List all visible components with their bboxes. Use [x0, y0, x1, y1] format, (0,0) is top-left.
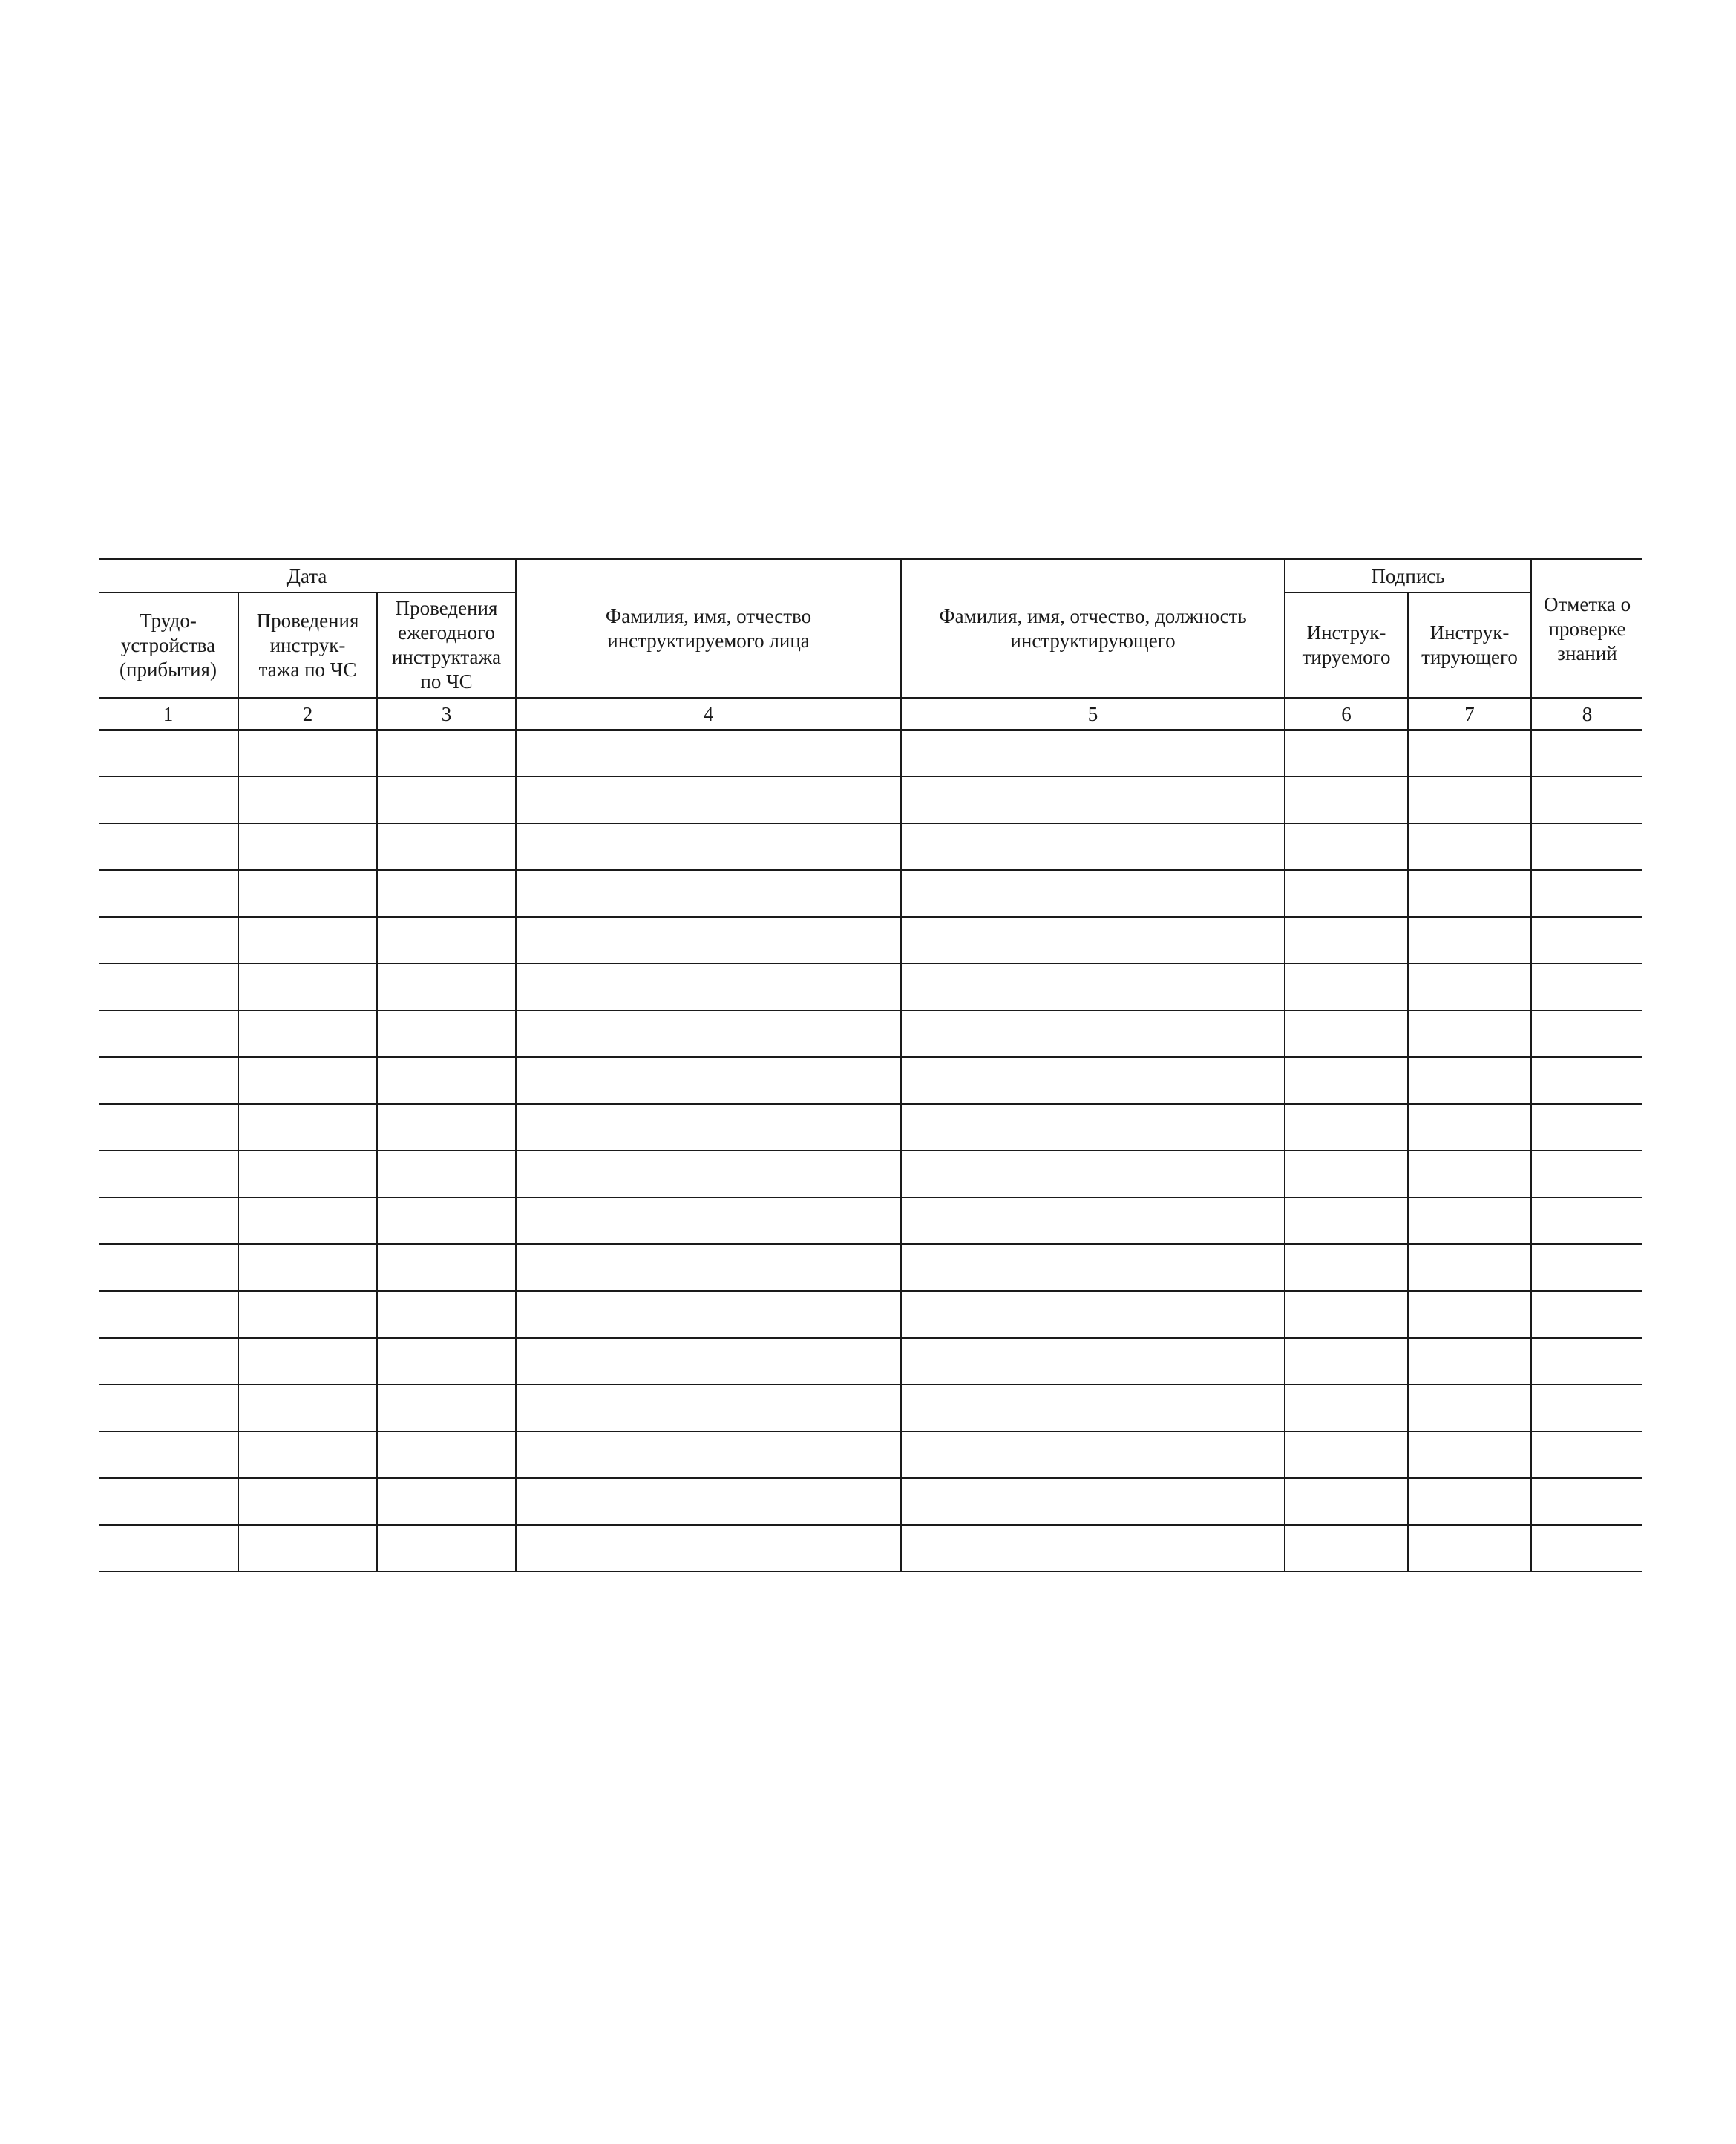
table-cell[interactable]	[99, 1244, 238, 1291]
table-cell[interactable]	[238, 964, 377, 1010]
table-cell[interactable]	[1408, 1291, 1531, 1338]
table-cell[interactable]	[1285, 1291, 1408, 1338]
table-cell[interactable]	[516, 917, 901, 964]
table-cell[interactable]	[901, 1431, 1285, 1478]
column-header-5: Фамилия, имя, отчество, должность инструктирующего	[901, 560, 1285, 699]
column-header-6: Инструк- тируемого	[1285, 592, 1408, 699]
table-cell[interactable]	[238, 870, 377, 917]
table-cell[interactable]	[1408, 1431, 1531, 1478]
table-cell[interactable]	[901, 1478, 1285, 1525]
table-cell[interactable]	[377, 1244, 516, 1291]
table-cell[interactable]	[1531, 1244, 1642, 1291]
table-cell[interactable]	[1408, 823, 1531, 870]
column-number: 7	[1408, 699, 1531, 731]
table-cell[interactable]	[1408, 1525, 1531, 1572]
table-cell[interactable]	[377, 1057, 516, 1104]
table-cell[interactable]	[1285, 1104, 1408, 1151]
journal-body	[99, 730, 1642, 1572]
table-cell[interactable]	[1285, 1478, 1408, 1525]
table-cell[interactable]	[99, 964, 238, 1010]
table-cell[interactable]	[99, 1104, 238, 1151]
instruction-journal-table	[99, 558, 1642, 1572]
table-cell[interactable]	[901, 1057, 1285, 1104]
table-cell[interactable]	[377, 1197, 516, 1244]
table-cell[interactable]	[1531, 1385, 1642, 1431]
table-cell[interactable]	[1408, 1151, 1531, 1197]
table-cell[interactable]	[1285, 730, 1408, 777]
table-cell[interactable]	[377, 777, 516, 823]
table-cell[interactable]	[238, 1151, 377, 1197]
table-cell[interactable]	[1531, 823, 1642, 870]
table-cell[interactable]	[1531, 1338, 1642, 1385]
table-cell[interactable]	[238, 917, 377, 964]
table-cell[interactable]	[1285, 1197, 1408, 1244]
table-cell[interactable]	[1531, 1197, 1642, 1244]
table-cell[interactable]	[901, 1104, 1285, 1151]
table-cell[interactable]	[377, 964, 516, 1010]
table-cell[interactable]	[99, 1197, 238, 1244]
column-number: 6	[1285, 699, 1408, 731]
table-cell[interactable]	[238, 1104, 377, 1151]
table-cell[interactable]	[1531, 1104, 1642, 1151]
table-cell[interactable]	[99, 1525, 238, 1572]
table-cell[interactable]	[516, 1338, 901, 1385]
column-header-1: Трудо- устройства (прибытия)	[99, 592, 238, 699]
column-number: 4	[516, 699, 901, 731]
table-cell[interactable]	[377, 730, 516, 777]
table-cell[interactable]	[1408, 1338, 1531, 1385]
column-number: 3	[377, 699, 516, 731]
table-cell[interactable]	[516, 1151, 901, 1197]
table-cell[interactable]	[516, 1291, 901, 1338]
table-cell[interactable]	[99, 1431, 238, 1478]
table-cell[interactable]	[238, 730, 377, 777]
table-cell[interactable]	[901, 1291, 1285, 1338]
table-cell[interactable]	[1285, 823, 1408, 870]
table-cell[interactable]	[901, 964, 1285, 1010]
table-cell[interactable]	[901, 1338, 1285, 1385]
table-cell[interactable]	[99, 870, 238, 917]
table-cell[interactable]	[1531, 1057, 1642, 1104]
column-header-3: Проведения ежегодного инструктажа по ЧС	[377, 592, 516, 699]
table-cell[interactable]	[1285, 1431, 1408, 1478]
table-cell[interactable]	[516, 964, 901, 1010]
table-row	[99, 730, 1642, 777]
table-cell[interactable]	[99, 1291, 238, 1338]
table-cell[interactable]	[901, 730, 1285, 777]
table-cell[interactable]	[377, 823, 516, 870]
table-cell[interactable]	[516, 1197, 901, 1244]
table-cell[interactable]	[1285, 1338, 1408, 1385]
table-cell[interactable]	[516, 1057, 901, 1104]
column-number: 1	[99, 699, 238, 731]
table-row	[99, 1291, 1642, 1338]
table-cell[interactable]	[238, 1385, 377, 1431]
table-cell[interactable]	[1285, 917, 1408, 964]
column-number: 2	[238, 699, 377, 731]
table-cell[interactable]	[1285, 1151, 1408, 1197]
table-cell[interactable]	[377, 1010, 516, 1057]
table-cell[interactable]	[238, 777, 377, 823]
table-cell[interactable]	[1408, 730, 1531, 777]
table-row	[99, 1525, 1642, 1572]
table-cell[interactable]	[1285, 964, 1408, 1010]
table-row	[99, 1197, 1642, 1244]
table-cell[interactable]	[377, 1385, 516, 1431]
table-cell[interactable]	[1408, 1057, 1531, 1104]
table-cell[interactable]	[1285, 1244, 1408, 1291]
table-cell[interactable]	[1408, 870, 1531, 917]
column-number: 8	[1531, 699, 1642, 731]
table-cell[interactable]	[238, 823, 377, 870]
table-row	[99, 870, 1642, 917]
table-cell[interactable]	[901, 1151, 1285, 1197]
table-cell[interactable]	[516, 1104, 901, 1151]
table-cell[interactable]	[1408, 917, 1531, 964]
table-row	[99, 917, 1642, 964]
column-header-4: Фамилия, имя, отчество инструктируемого лица	[516, 560, 901, 699]
table-cell[interactable]	[1531, 1525, 1642, 1572]
table-cell[interactable]	[238, 1525, 377, 1572]
table-cell[interactable]	[238, 1197, 377, 1244]
table-cell[interactable]	[516, 777, 901, 823]
table-cell[interactable]	[377, 1525, 516, 1572]
table-cell[interactable]	[99, 1478, 238, 1525]
column-number-row	[99, 699, 1642, 731]
table-cell[interactable]	[99, 823, 238, 870]
table-cell[interactable]	[99, 1338, 238, 1385]
table-cell[interactable]	[1531, 1291, 1642, 1338]
table-cell[interactable]	[516, 1478, 901, 1525]
table-cell[interactable]	[901, 1197, 1285, 1244]
table-cell[interactable]	[377, 917, 516, 964]
table-cell[interactable]	[516, 1244, 901, 1291]
table-cell[interactable]	[99, 917, 238, 964]
table-cell[interactable]	[238, 1431, 377, 1478]
table-cell[interactable]	[516, 870, 901, 917]
table-cell[interactable]	[1408, 1385, 1531, 1431]
table-cell[interactable]	[238, 1057, 377, 1104]
table-row	[99, 1057, 1642, 1104]
table-row	[99, 1431, 1642, 1478]
table-cell[interactable]	[1408, 964, 1531, 1010]
table-cell[interactable]	[1285, 1057, 1408, 1104]
table-cell[interactable]	[99, 1057, 238, 1104]
table-row	[99, 1104, 1642, 1151]
table-cell[interactable]	[377, 1104, 516, 1151]
table-cell[interactable]	[516, 730, 901, 777]
table-cell[interactable]	[99, 730, 238, 777]
table-cell[interactable]	[99, 777, 238, 823]
table-row	[99, 1010, 1642, 1057]
table-cell[interactable]	[1531, 1010, 1642, 1057]
table-cell[interactable]	[238, 1244, 377, 1291]
table-cell[interactable]	[516, 1385, 901, 1431]
column-header-2: Проведения инструк- тажа по ЧС	[238, 592, 377, 699]
table-cell[interactable]	[1285, 1010, 1408, 1057]
table-cell[interactable]	[238, 1338, 377, 1385]
table-cell[interactable]	[1408, 1478, 1531, 1525]
table-row	[99, 1151, 1642, 1197]
table-cell[interactable]	[1408, 1244, 1531, 1291]
table-cell[interactable]	[516, 1010, 901, 1057]
table-cell[interactable]	[377, 1478, 516, 1525]
table-cell[interactable]	[1531, 730, 1642, 777]
table-cell[interactable]	[1531, 1478, 1642, 1525]
table-cell[interactable]	[1285, 870, 1408, 917]
table-cell[interactable]	[1531, 1431, 1642, 1478]
table-row	[99, 1338, 1642, 1385]
table-cell[interactable]	[1531, 1151, 1642, 1197]
table-cell[interactable]	[1285, 1525, 1408, 1572]
table-row	[99, 964, 1642, 1010]
column-header-7: Инструк- тирующего	[1408, 592, 1531, 699]
date-group-header: Дата	[99, 560, 516, 593]
table-cell[interactable]	[901, 777, 1285, 823]
table-cell[interactable]	[901, 1525, 1285, 1572]
table-cell[interactable]	[1285, 777, 1408, 823]
table-cell[interactable]	[377, 1431, 516, 1478]
table-cell[interactable]	[238, 1478, 377, 1525]
table-row	[99, 1478, 1642, 1525]
column-header-8: Отметка о проверке знаний	[1531, 560, 1642, 699]
signature-group-header: Подпись	[1285, 560, 1531, 593]
table-cell[interactable]	[901, 1244, 1285, 1291]
table-cell[interactable]	[1531, 917, 1642, 964]
table-cell[interactable]	[901, 917, 1285, 964]
table-cell[interactable]	[901, 1385, 1285, 1431]
table-cell[interactable]	[1531, 870, 1642, 917]
table-cell[interactable]	[99, 1385, 238, 1431]
table-row	[99, 823, 1642, 870]
table-cell[interactable]	[99, 1151, 238, 1197]
table-cell[interactable]	[516, 1525, 901, 1572]
table-cell[interactable]	[377, 1291, 516, 1338]
table-cell[interactable]	[901, 1010, 1285, 1057]
table-cell[interactable]	[516, 1431, 901, 1478]
table-cell[interactable]	[377, 870, 516, 917]
table-cell[interactable]	[1408, 777, 1531, 823]
table-cell[interactable]	[238, 1291, 377, 1338]
table-cell[interactable]	[516, 823, 901, 870]
table-cell[interactable]	[377, 1338, 516, 1385]
table-cell[interactable]	[901, 823, 1285, 870]
table-cell[interactable]	[1531, 964, 1642, 1010]
table-cell[interactable]	[1285, 1385, 1408, 1431]
table-cell[interactable]	[99, 1010, 238, 1057]
table-cell[interactable]	[1408, 1010, 1531, 1057]
table-cell[interactable]	[238, 1010, 377, 1057]
table-cell[interactable]	[1408, 1104, 1531, 1151]
table-row	[99, 1385, 1642, 1431]
table-cell[interactable]	[377, 1151, 516, 1197]
table-cell[interactable]	[1531, 777, 1642, 823]
column-number: 5	[901, 699, 1285, 731]
table-cell[interactable]	[901, 870, 1285, 917]
table-cell[interactable]	[1408, 1197, 1531, 1244]
table-row	[99, 777, 1642, 823]
table-row	[99, 1244, 1642, 1291]
